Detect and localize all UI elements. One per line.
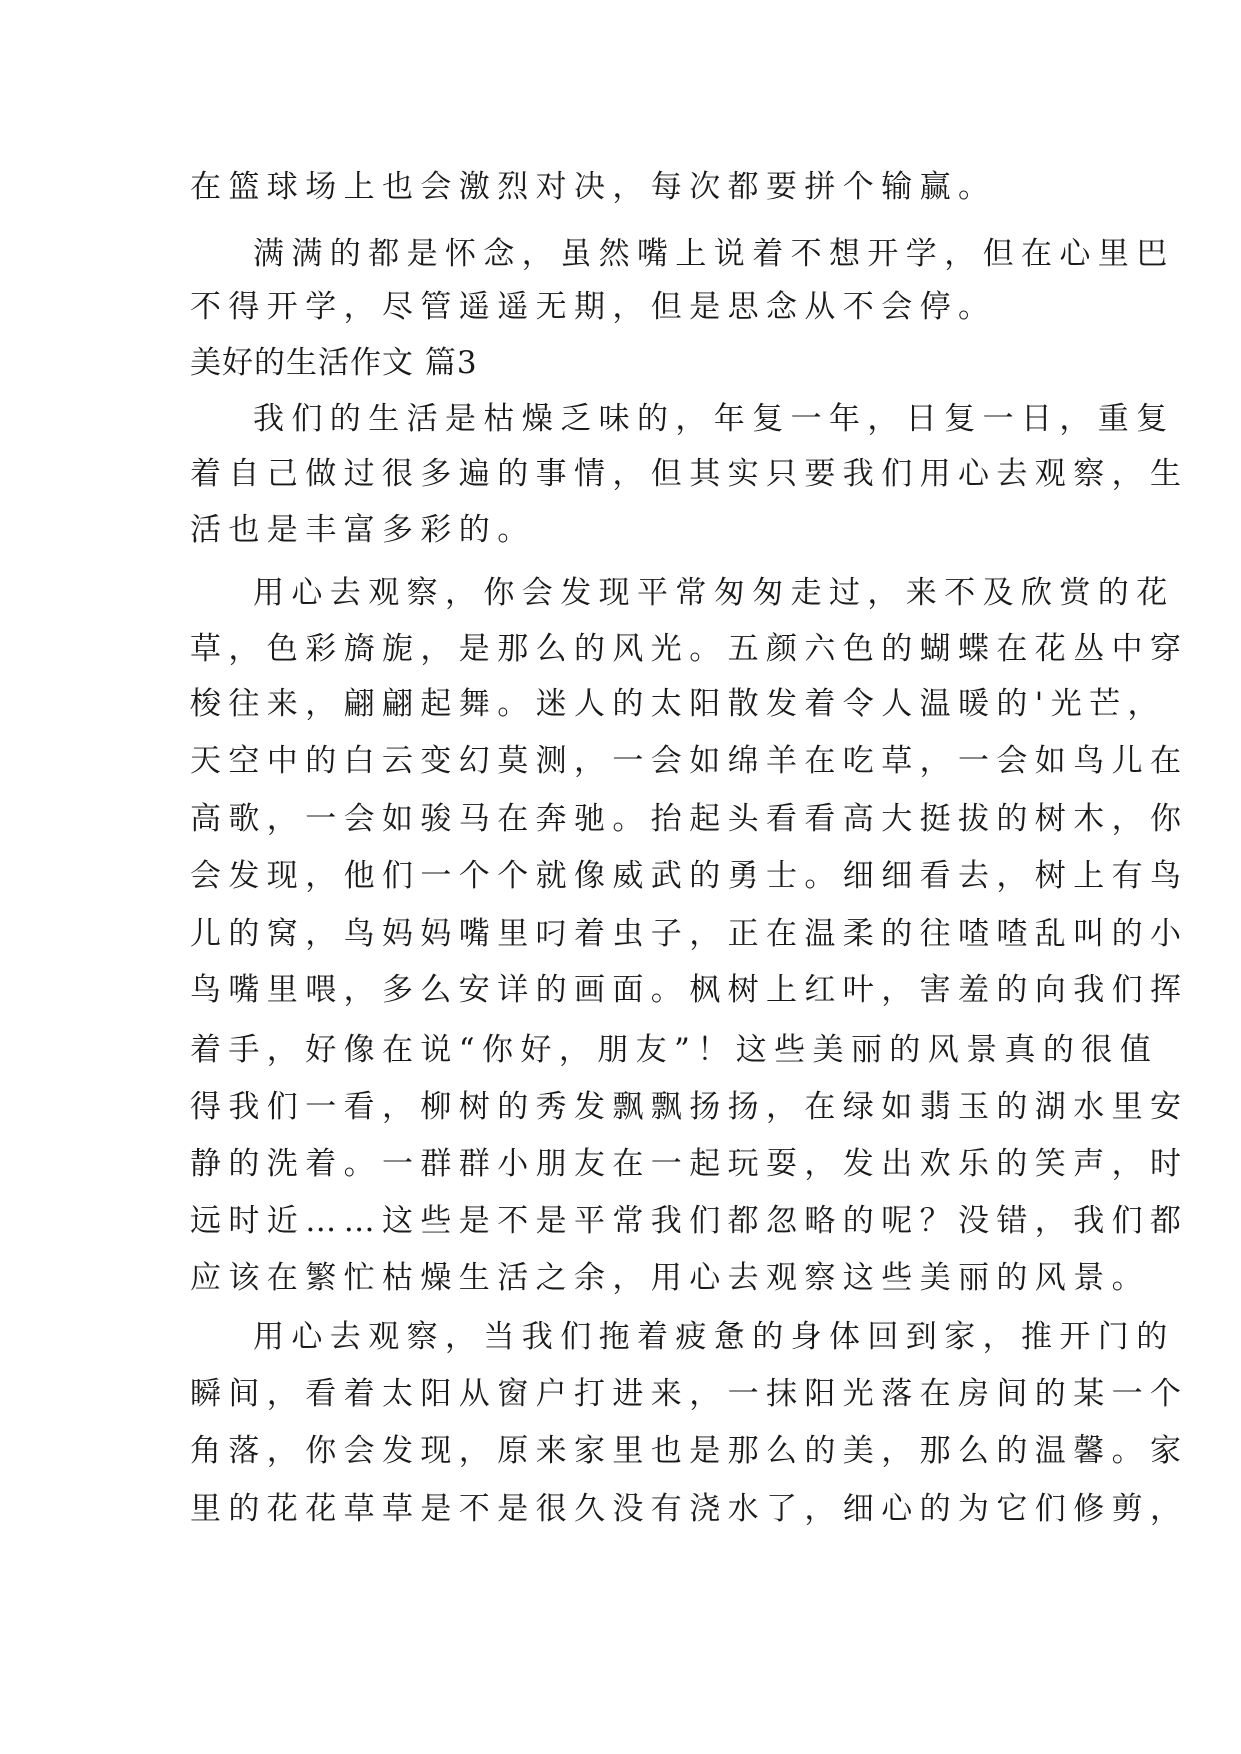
paragraph-line: 高歌，一会如骏马在奔驰。抬起头看看高大挺拔的树木，你 xyxy=(190,801,1189,837)
paragraph-line: 用心去观察，你会发现平常匆匆走过，来不及欣赏的花 xyxy=(253,575,1175,611)
paragraph-line: 里的花花草草是不是很久没有浇水了，细心的为它们修剪， xyxy=(190,1491,1189,1527)
paragraph-line: 得我们一看，柳树的秀发飘飘扬扬，在绿如翡玉的湖水里安 xyxy=(190,1089,1189,1125)
paragraph-line: 鸟嘴里喂，多么安详的画面。枫树上红叶，害羞的向我们挥 xyxy=(190,972,1189,1008)
paragraph-line: 着自己做过很多遍的事情，但其实只要我们用心去观察，生 xyxy=(190,456,1189,492)
paragraph-line: 瞬间，看着太阳从窗户打进来，一抹阳光落在房间的某一个 xyxy=(190,1376,1189,1412)
paragraph-line: 用心去观察，当我们拖着疲惫的身体回到家，推开门的 xyxy=(253,1319,1175,1355)
paragraph-line: 儿的窝，鸟妈妈嘴里叼着虫子，正在温柔的往喳喳乱叫的小 xyxy=(190,916,1189,952)
paragraph-line: 梭往来，翩翩起舞。迷人的太阳散发着令人温暖的'光芒， xyxy=(190,686,1166,722)
paragraph-line: 不得开学，尽管遥遥无期，但是思念从不会停。 xyxy=(190,289,997,325)
paragraph-line: 着手，好像在说“你好，朋友”！这些美丽的风景真的很值 xyxy=(190,1032,1159,1068)
paragraph-line: 在篮球场上也会激烈对决，每次都要拼个输赢。 xyxy=(190,169,997,205)
paragraph-line: 静的洗着。一群群小朋友在一起玩耍，发出欢乐的笑声，时 xyxy=(190,1146,1189,1182)
paragraph-line: 天空中的白云变幻莫测，一会如绵羊在吃草，一会如鸟儿在 xyxy=(190,743,1189,779)
section-heading: 美好的生活作文 篇3 xyxy=(190,345,478,381)
paragraph-line: 角落，你会发现，原来家里也是那么的美，那么的温馨。家 xyxy=(190,1433,1189,1469)
paragraph-line: 满满的都是怀念，虽然嘴上说着不想开学，但在心里巴 xyxy=(253,236,1175,272)
paragraph-line: 草，色彩旖旎，是那么的风光。五颜六色的蝴蝶在花丛中穿 xyxy=(190,631,1189,667)
paragraph-line: 活也是丰富多彩的。 xyxy=(190,512,536,548)
paragraph-line: 远时近……这些是不是平常我们都忽略的呢？没错，我们都 xyxy=(190,1203,1189,1239)
paragraph-line: 应该在繁忙枯燥生活之余，用心去观察这些美丽的风景。 xyxy=(190,1260,1150,1296)
paragraph-line: 我们的生活是枯燥乏味的，年复一年，日复一日，重复 xyxy=(253,401,1175,437)
paragraph-line: 会发现，他们一个个就像威武的勇士。细细看去，树上有鸟 xyxy=(190,858,1189,894)
